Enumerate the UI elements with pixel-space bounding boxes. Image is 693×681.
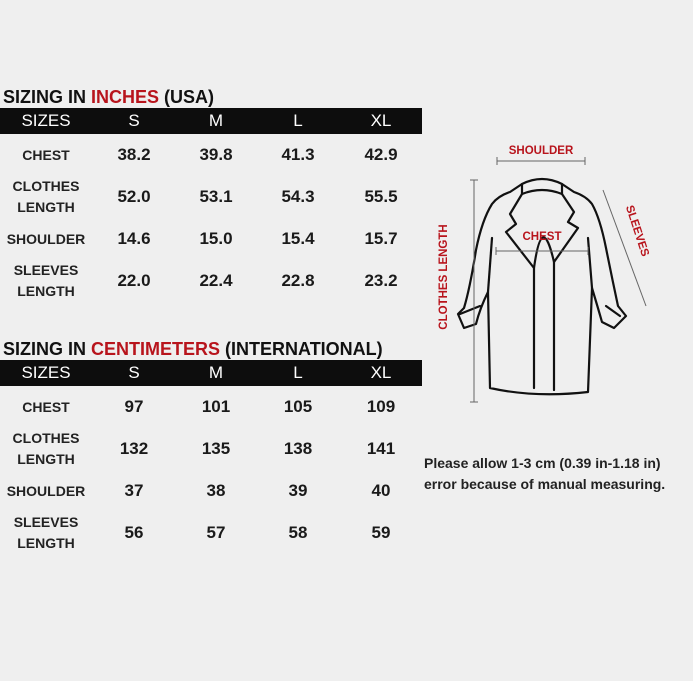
value-cell: 141 (366, 439, 396, 458)
header-xl: XL (370, 363, 392, 382)
row-label (0, 512, 92, 554)
header-s: S (128, 111, 140, 130)
value-cell: 132 (119, 439, 149, 458)
row-label-line: SLEEVES (13, 514, 79, 530)
header-l: L (293, 363, 303, 382)
value-cell: 41.3 (281, 145, 315, 164)
table-row (0, 260, 422, 302)
inches-size-table (0, 86, 422, 302)
centimeters-size-table (0, 338, 422, 554)
row-label-line: CHEST (22, 146, 70, 163)
value-cell: 38 (206, 481, 226, 500)
inches-table-title (0, 86, 422, 108)
header-xl: XL (370, 111, 392, 130)
row-label (0, 397, 92, 418)
row-label (0, 145, 92, 166)
value-cell: 15.4 (281, 229, 315, 248)
header-s: S (128, 363, 140, 382)
row-label (0, 260, 92, 302)
value-cell: 22.8 (281, 271, 315, 290)
row-label-line: CHEST (22, 398, 70, 415)
title-accent: INCHES (91, 87, 160, 107)
title-suffix: (INTERNATIONAL) (220, 339, 383, 359)
table-row (0, 512, 422, 554)
table-row (0, 386, 422, 428)
value-cell: 23.2 (364, 271, 398, 290)
header-sizes: SIZES (21, 111, 71, 130)
value-cell: 109 (366, 397, 396, 416)
row-label-line: CLOTHES (12, 178, 80, 194)
row-label-line: LENGTH (17, 451, 75, 467)
value-cell: 15.7 (364, 229, 398, 248)
row-label (0, 428, 92, 470)
dimension-lines (470, 157, 646, 402)
measurement-note (424, 453, 665, 495)
row-label-line: SLEEVES (13, 262, 79, 278)
table-row (0, 176, 422, 218)
value-cell: 40 (371, 481, 391, 500)
row-label-line: LENGTH (17, 199, 75, 215)
note-line: error because of manual measuring. (424, 476, 666, 492)
sleeves-label: SLEEVES (622, 203, 651, 259)
row-label-line: LENGTH (17, 283, 75, 299)
table-row (0, 218, 422, 260)
coat-outline-icon (458, 179, 626, 394)
value-cell: 57 (206, 523, 226, 542)
title-prefix: SIZING IN (3, 339, 92, 359)
value-cell: 22.0 (117, 271, 151, 290)
note-line: Please allow 1-3 cm (0.39 in-1.18 in) (424, 455, 661, 471)
table-row (0, 470, 422, 512)
header-m: M (208, 111, 224, 130)
table-header-row (0, 360, 422, 386)
header-l: L (293, 111, 303, 130)
value-cell: 59 (371, 523, 391, 542)
value-cell: 53.1 (199, 187, 233, 206)
row-label (0, 481, 92, 502)
title-suffix: (USA) (159, 87, 215, 107)
value-cell: 135 (201, 439, 231, 458)
value-cell: 56 (124, 523, 144, 542)
row-label-line: CLOTHES (12, 430, 80, 446)
value-cell: 37 (124, 481, 144, 500)
title-accent: CENTIMETERS (91, 339, 221, 359)
value-cell: 38.2 (117, 145, 151, 164)
value-cell: 39.8 (199, 145, 233, 164)
value-cell: 138 (283, 439, 313, 458)
value-cell: 15.0 (199, 229, 233, 248)
row-label-line: SHOULDER (6, 482, 86, 499)
coat-measurement-diagram (430, 138, 693, 408)
header-sizes: SIZES (21, 363, 71, 382)
row-label (0, 229, 92, 250)
value-cell: 14.6 (117, 229, 151, 248)
value-cell: 58 (288, 523, 308, 542)
value-cell: 105 (283, 397, 313, 416)
table-row (0, 428, 422, 470)
centimeters-table-title (0, 338, 422, 360)
table-header-row (0, 108, 422, 134)
clothes-length-label: CLOTHES LENGTH (438, 224, 450, 330)
value-cell: 52.0 (117, 187, 151, 206)
value-cell: 55.5 (364, 187, 398, 206)
row-label-line: LENGTH (17, 535, 75, 551)
row-label (0, 176, 92, 218)
value-cell: 39 (288, 481, 308, 500)
header-m: M (208, 363, 224, 382)
value-cell: 97 (124, 397, 144, 416)
value-cell: 42.9 (364, 145, 398, 164)
title-prefix: SIZING IN (3, 87, 92, 107)
table-row (0, 134, 422, 176)
row-label-line: SHOULDER (6, 230, 86, 247)
shoulder-label: SHOULDER (508, 145, 574, 157)
value-cell: 22.4 (199, 271, 233, 290)
chest-label: CHEST (522, 231, 562, 243)
value-cell: 101 (201, 397, 231, 416)
value-cell: 54.3 (281, 187, 315, 206)
